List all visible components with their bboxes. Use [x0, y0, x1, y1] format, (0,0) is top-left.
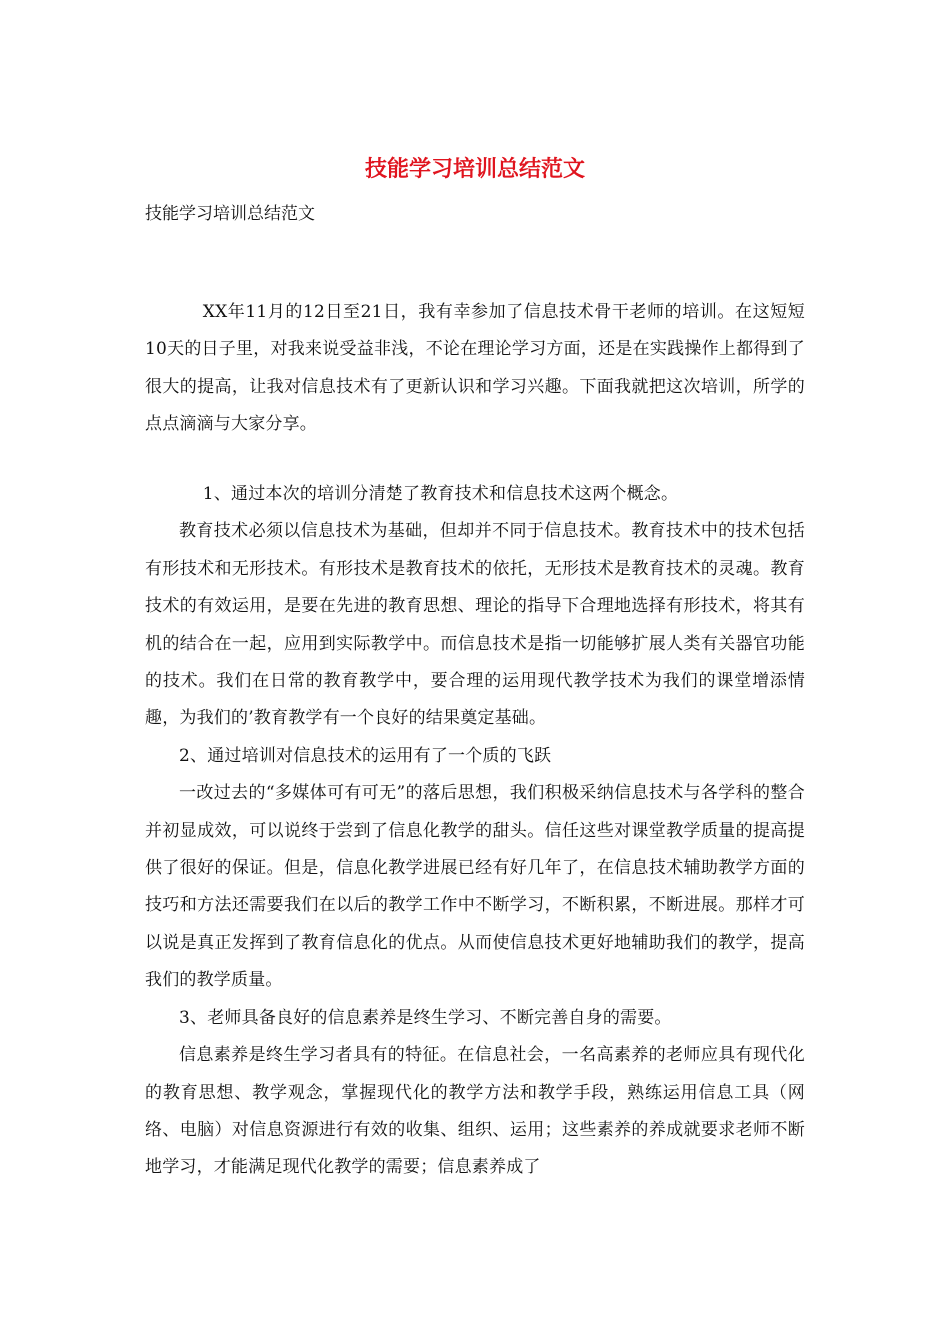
section-heading-1: 1、通过本次的培训分清楚了教育技术和信息技术这两个概念。	[202, 484, 679, 504]
document-subtitle: 技能学习培训总结范文	[145, 204, 315, 224]
body-paragraph-3: 信息素养是终生学习者具有的特征。在信息社会，一名高素养的老师应具有现代化的教育思想、教学观念，掌握现代化的教学方法和教学手段，熟练运用信息工具（网络、电脑）对信息资源进行有效的收集、组织、运用；这些素养的养成就要求老师不断地学习，才能满足现代化教学的需要；信息素养成了	[145, 1045, 805, 1178]
intro-paragraph: XX年11月的12日至21日，我有幸参加了信息技术骨干老师的培训。在这短短10天的日子里，对我来说受益非浅，不论在理论学习方面，还是在实践操作上都得到了很大的提高，让我对信息技术有了更新认识和学习兴趣。下面我就把这次培训，所学的点点滴滴与大家分享。	[145, 302, 805, 435]
body-paragraph-2: 一改过去的“多媒体可有可无”的落后思想，我们积极采纳信息技术与各学科的整合并初显成效，可以说终于尝到了信息化教学的甜头。信任这些对课堂教学质量的提高提供了很好的保证。但是，信息化教学进展已经有好几年了，在信息技术辅助教学方面的技巧和方法还需要我们在以后的教学工作中不断学习，不断积累，不断进展。那样才可以说是真正发挥到了教育信息化的优点。从而使信息技术更好地辅助我们的教学，提高我们的教学质量。	[145, 783, 805, 991]
document-title: 技能学习培训总结范文	[364, 156, 585, 182]
body-section	[145, 476, 805, 1187]
body-paragraph-1: 教育技术必须以信息技术为基础，但却并不同于信息技术。教育技术中的技术包括有形技术和无形技术。有形技术是教育技术的依托，无形技术是教育技术的灵魂。教育技术的有效运用，是要在先进的教育思想、理论的指导下合理地选择有形技术，将其有机的结合在一起，应用到实际教学中。而信息技术是指一切能够扩展人类有关器官功能的技术。我们在日常的教育教学中，要合理的运用现代教学技术为我们的课堂增添情趣，为我们的’教育教学有一个良好的结果奠定基础。	[145, 521, 805, 729]
intro-section	[145, 294, 805, 444]
section-heading-2: 2、通过培训对信息技术的运用有了一个质的飞跃	[179, 745, 552, 766]
section-heading-3: 3、老师具备良好的信息素养是终生学习、不断完善自身的需要。	[179, 1007, 672, 1028]
